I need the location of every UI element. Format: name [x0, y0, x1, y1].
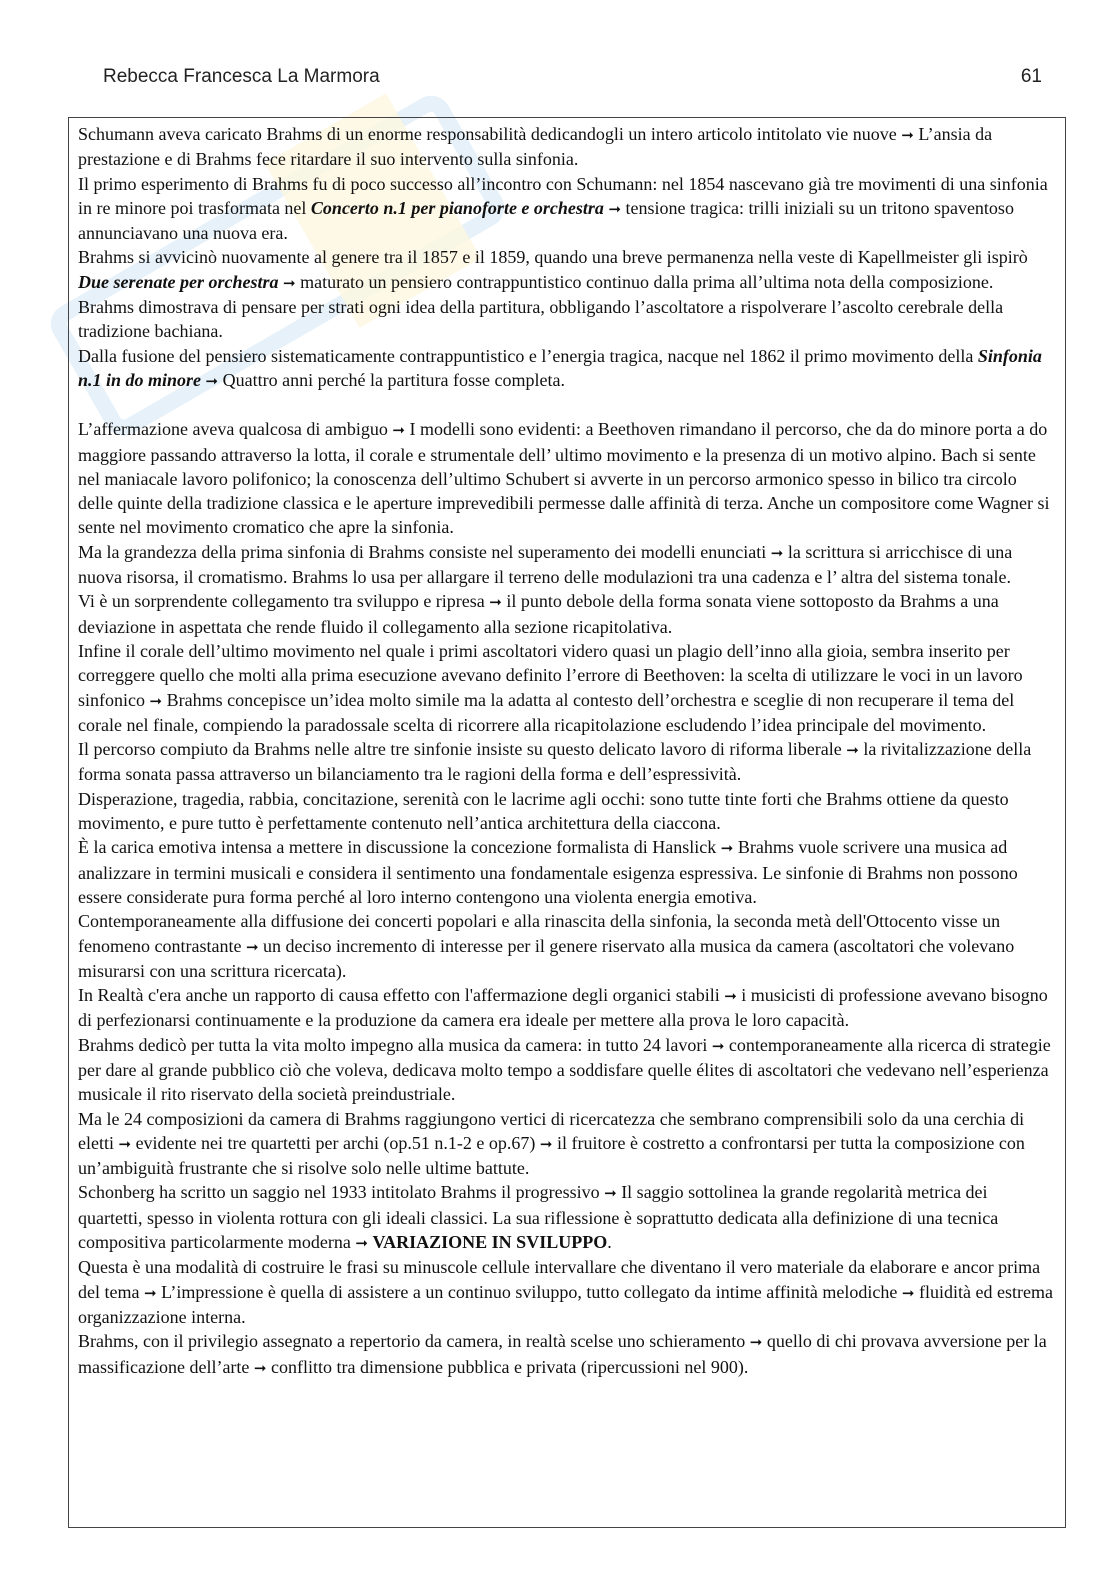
- paragraph: [78, 787, 1056, 836]
- arrow-icon: ➞: [355, 1234, 368, 1253]
- emphasis-text: Sinfonia n.1 in do minore: [78, 345, 1042, 390]
- paragraph: [78, 835, 1056, 909]
- text-run: quello di chi provava avversione per la massificazione dell’arte: [78, 1331, 1047, 1377]
- text-run: il punto debole della forma sonata viene sottoposto da Brahms a una deviazione in aspettata che rende fluido il collegamento alla sezione ricapitolativa.: [78, 591, 999, 637]
- paragraph: [78, 1255, 1056, 1329]
- text-run: conflitto tra dimensione pubblica e privata (ripercussioni nel 900).: [266, 1356, 749, 1377]
- arrow-icon: ➞: [720, 839, 734, 858]
- paragraph: [78, 245, 1056, 295]
- emphasis-text: Concerto n.1 per pianoforte e orchestra: [310, 197, 604, 218]
- text-run: Schumann aveva caricato Brahms di un enorme responsabilità dedicandogli un intero articolo intitolato vie nuove: [78, 124, 902, 144]
- arrow-icon: ➞: [604, 1184, 617, 1203]
- emphasis-text: VARIAZIONE IN SVILUPPO: [372, 1232, 608, 1253]
- content-box: [68, 117, 1066, 1528]
- text-run: il fruitore è costretto a confrontarsi per tutta la composizione con un’ambiguità frustrante che si risolve solo nelle ultime battute.: [78, 1132, 1025, 1179]
- paragraph: [78, 639, 1056, 737]
- text-run: Brahms, con il privilegio assegnato a repertorio da camera, in realtà scelse uno schieramento: [78, 1331, 750, 1352]
- paragraph: [78, 122, 1056, 172]
- text-run: la rivitalizzazione della forma sonata passa attraverso un bilanciamento tra le ragioni della forma e dell’espressività.: [78, 739, 1032, 785]
- text-run: Il percorso compiuto da Brahms nelle altre tre sinfonie insiste su questo delicato lavoro di riforma liberale: [78, 739, 847, 760]
- arrow-icon: ➞: [149, 691, 163, 710]
- arrow-icon: ➞: [283, 273, 296, 292]
- text-run: Brahms vuole scrivere una musica ad analizzare in termini musicali e considera il sentimento una fondamentale esigenza espressiva. Le sinfonie di Brahms non possono essere considerate pura forma perché al loro interno contengono una violenta energia emotiva.: [78, 837, 1018, 907]
- text-run: tensione tragica: trilli iniziali su un tritono spaventoso annunciavano una nuova era.: [78, 197, 1014, 244]
- text-run: L’impressione è quella di assistere a un continuo sviluppo, tutto collegato da intime affinità melodiche: [156, 1281, 902, 1302]
- text-run: la scrittura si arricchisce di una nuova risorsa, il cromatismo. Brahms lo usa per allargare il terreno delle modulazioni tra una cadenza e l’ altra del sistema tonale.: [78, 541, 1013, 588]
- text-run: evidente nei tre quartetti per archi (op.51 n.1-2 e op.67): [131, 1132, 540, 1153]
- text-run: Questa è una modalità di costruire le frasi su minuscole cellule intervallare che diventano il vero materiale da elaborare e ancor prima del tema: [78, 1257, 1041, 1302]
- arrow-icon: ➞: [489, 593, 502, 612]
- arrow-icon: ➞: [711, 1036, 725, 1055]
- paragraph: [78, 417, 1056, 539]
- text-run: Il saggio sottolinea la grande regolarità metrica dei quartetti, spesso in violenta rottura con gli ideali classici. La sua riflessione è soprattutto dedicata alla definizione di una tecnica compositiva particolarmente moderna: [78, 1182, 999, 1253]
- text-run: Brahms dimostrava di pensare per strati ogni idea della partitura, obbligando l’ascoltatore a rispolverare l’ascolto cerebrale della tradizione bachiana.: [78, 297, 1004, 342]
- emphasis-text: Due serenate per orchestra: [78, 271, 279, 292]
- text-run: i musicisti di professione avevano bisogno di perfezionarsi continuamente e la produzione da camera era ideale per mettere alla prova le loro capacità.: [78, 985, 1048, 1031]
- arrow-icon: ➞: [392, 421, 405, 440]
- arrow-icon: ➞: [901, 126, 914, 144]
- text-run: Brahms concepisce un’idea molto simile ma la adatta al contesto dell’orchestra e sceglie di non recuperare il tema del corale nel finale, compiendo la paradossale scelta di ricorrere alla ricapitolazione escludendo l’idea principale del movimento.: [78, 689, 1015, 735]
- paragraph: [78, 589, 1056, 639]
- arrow-icon: ➞: [901, 1283, 915, 1302]
- text-run: .: [607, 1232, 612, 1253]
- text-run: Ma la grandezza della prima sinfonia di Brahms consiste nel superamento dei modelli enunciati: [78, 541, 771, 562]
- text-run: Brahms dedicò per tutta la vita molto impegno alla musica da camera: in tutto 24 lavori: [78, 1034, 712, 1055]
- arrow-icon: ➞: [846, 741, 859, 760]
- text-run: maturato un pensiero contrappuntistico continuo dalla prima all’ultima nota della composizione.: [295, 271, 994, 292]
- text-run: Quattro anni perché la partitura fosse completa.: [218, 369, 565, 390]
- arrow-icon: ➞: [143, 1283, 157, 1302]
- text-run: Dalla fusione del pensiero sistematicamente contrappuntistico e l’energia tragica, nacque nel 1862 il primo movimento della: [78, 345, 978, 366]
- text-run: L’affermazione aveva qualcosa di ambiguo: [78, 419, 393, 440]
- text-run: Vi è un sorprendente collegamento tra sviluppo e ripresa: [78, 591, 490, 612]
- paragraph: [78, 1107, 1056, 1181]
- arrow-icon: ➞: [749, 1333, 763, 1352]
- paragraph: [78, 540, 1056, 590]
- paragraph: [78, 1180, 1056, 1255]
- text-run: un deciso incremento di interesse per il genere riservato alla musica da camera (ascoltatori che volevano misurarsi con una scrittura ricercata).: [78, 935, 1015, 981]
- author-name: Rebecca Francesca La Marmora: [103, 66, 380, 87]
- paragraph: [78, 737, 1056, 787]
- text-run: Disperazione, tragedia, rabbia, concitazione, serenità con le lacrime agli occhi: sono tutte tinte forti che Brahms ottiene da questo movimento, e pure tutto è perfettamente contenuto nell’antica architettura della ciaccona.: [78, 788, 1009, 834]
- paragraph: [78, 909, 1056, 983]
- page-number: 61: [1020, 66, 1042, 87]
- arrow-icon: ➞: [205, 371, 219, 390]
- arrow-icon: ➞: [539, 1134, 553, 1153]
- paragraph: [78, 1033, 1056, 1107]
- paragraph: [78, 172, 1056, 246]
- arrow-icon: ➞: [770, 543, 784, 562]
- arrow-icon: ➞: [118, 1134, 132, 1153]
- arrow-icon: ➞: [608, 199, 622, 218]
- text-run: In Realtà c'era anche un rapporto di causa effetto con l'affermazione degli organici stabili: [78, 985, 725, 1006]
- paragraph: [78, 295, 1056, 344]
- arrow-icon: ➞: [724, 987, 737, 1006]
- text-run: I modelli sono evidenti: a Beethoven rimandano il percorso, che da do minore porta a do maggiore passando attraverso la lotta, il corale e strumentale dell’ ultimo movimento e la presenza di un motivo alpino. Bach si sente nel maniacale lavoro polifonico; la conoscenza dell’ultimo Schubert si avverte in un percorso armonico spesso in bilico tra circolo delle quinte della tradizione classica e le aperture imprevedibili permesse dalle affinità di terza. Anche un compositore come Wagner si sente nel movimento cromatico che apre la sinfonia.: [78, 419, 1050, 538]
- text-run: Infine il corale dell’ultimo movimento nel quale i primi ascoltatori videro quasi un plagio dell’inno alla gioia, sembra inserito per correggere quello che molti alla prima esecuzione avevano definito l’errore di Beethoven: la scelta di utilizzare le voci in un lavoro sinfonico: [78, 640, 1023, 710]
- arrow-icon: ➞: [253, 1358, 267, 1377]
- text-run: Il primo esperimento di Brahms fu di poco successo all’incontro con Schumann: nel 1854 nascevano già tre movimenti di una sinfonia in re minore poi trasformata nel: [78, 173, 1048, 218]
- paragraph: [78, 344, 1056, 394]
- arrow-icon: ➞: [245, 937, 259, 956]
- text-run: contemporaneamente alla ricerca di strategie per dare al grande pubblico ciò che voleva, dedicava molto tempo a soddisfare quelle élites di ascoltatori che vedevano nell’esperienza musicale il rito riservato della società preindustriale.: [78, 1034, 1051, 1105]
- text-run: Brahms si avvicinò nuovamente al genere tra il 1857 e il 1859, quando una breve permanenza nella veste di Kapellmeister gli ispirò: [78, 247, 1028, 268]
- text-run: Ma le 24 composizioni da camera di Brahms raggiungono vertici di ricercatezza che sembrano comprensibili solo da una cerchia di eletti: [78, 1108, 1025, 1153]
- text-run: Schonberg ha scritto un saggio nel 1933 intitolato Brahms il progressivo: [78, 1182, 605, 1203]
- text-run: Contemporaneamente alla diffusione dei concerti popolari e alla rinascita della sinfonia, la seconda metà dell'Ottocento visse un fenomeno contrastante: [78, 911, 1001, 956]
- text-run: È la carica emotiva intensa a mettere in discussione la concezione formalista di Hanslick: [78, 837, 721, 858]
- paragraph: [78, 983, 1056, 1033]
- paragraph: [78, 1329, 1056, 1380]
- text-run: L’ansia da prestazione e di Brahms fece ritardare il suo intervento sulla sinfonia.: [78, 124, 993, 170]
- text-run: fluidità ed estrema organizzazione interna.: [78, 1281, 1053, 1327]
